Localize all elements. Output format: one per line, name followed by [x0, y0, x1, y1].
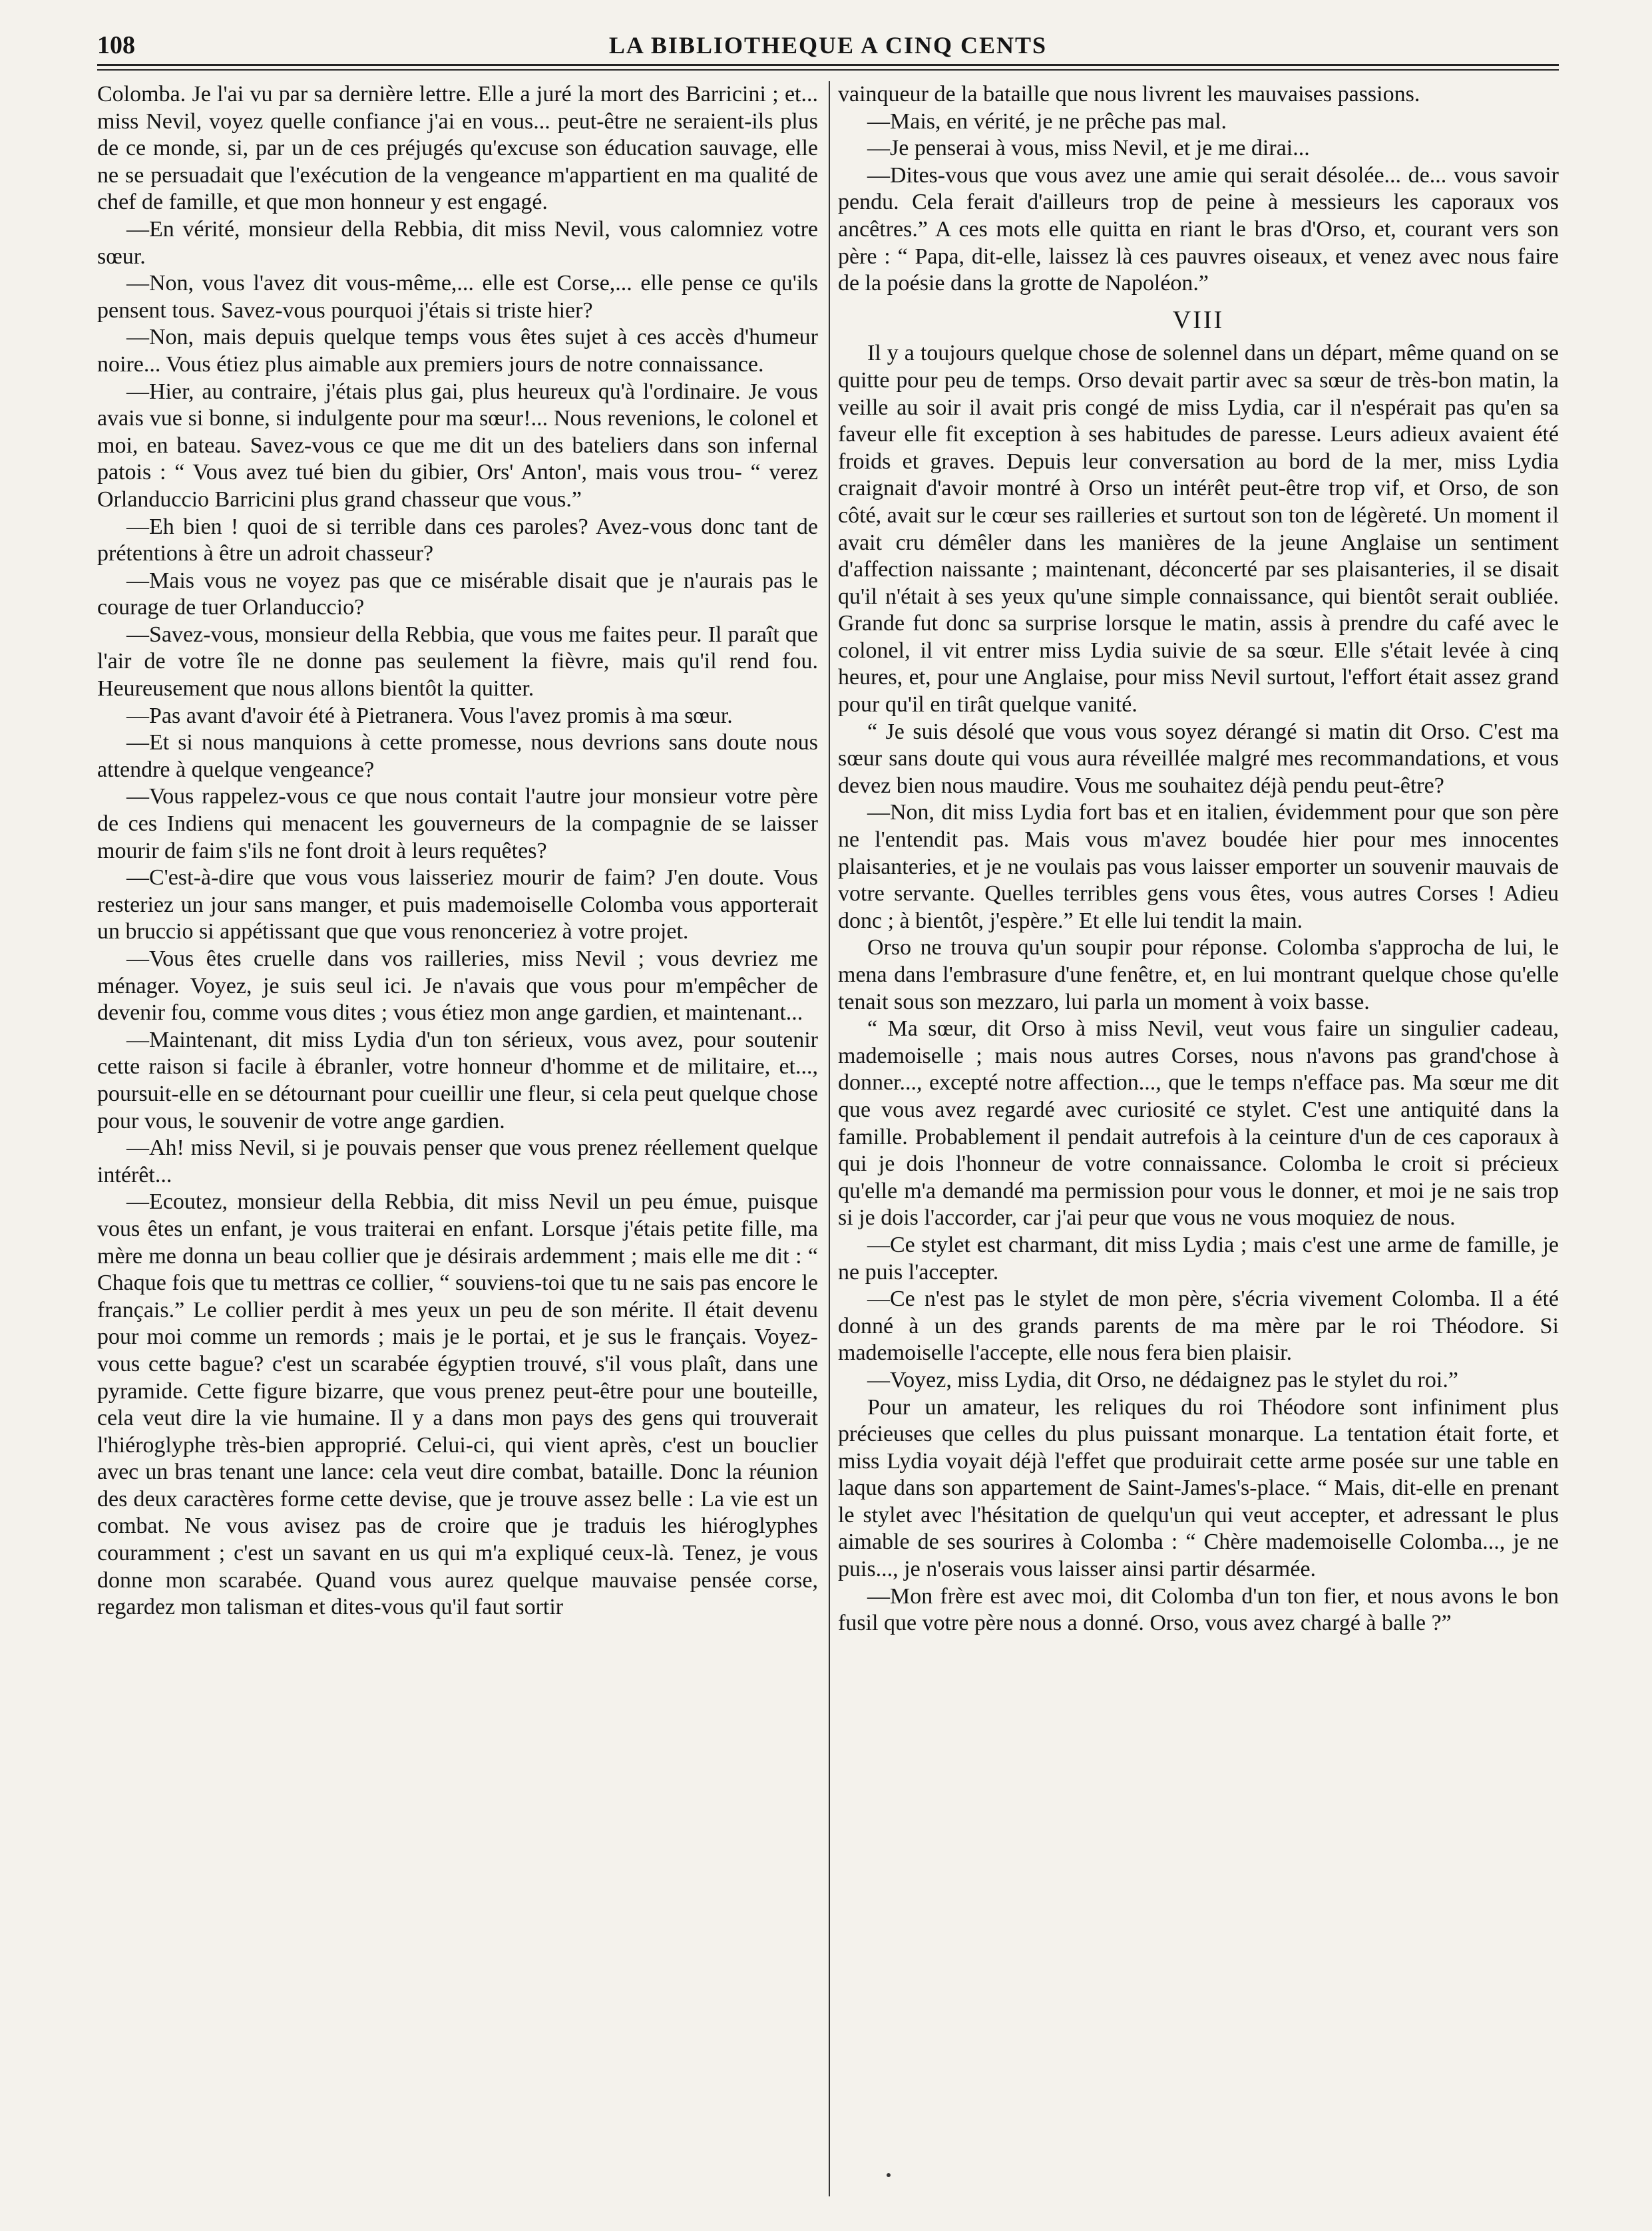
print-speck — [887, 2173, 891, 2177]
running-title: LA BIBLIOTHEQUE A CINQ CENTS — [608, 32, 1048, 59]
paragraph: —Eh bien ! quoi de si terrible dans ces paroles? Avez-vous donc tant de prétentions à être un adroit chasseur? — [97, 514, 818, 566]
paragraph: —Ce n'est pas le stylet de mon père, s'écria vivement Colomba. Il a été donné à un des grands parents de ma mère par le roi Théodore. Si mademoiselle l'accepte, elle nous fera bien plaisir. — [838, 1287, 1559, 1366]
paragraph: —Dites-vous que vous avez une amie qui serait désolée... de... vous savoir pendu. Cela ferait d'ailleurs trop de peine à messieurs les caporaux vos ancêtres.” A ces mots elle quitta en riant le bras d'Orso, et, courant vers son père : “ Papa, dit-elle, laissez là ces pauvres oiseaux, et venez avec nous faire de la poésie dans la grotte de Napoléon.” — [838, 162, 1559, 296]
paragraph: —C'est-à-dire que vous vous laisseriez mourir de faim? J'en doute. Vous resteriez un jour sans manger, et puis mademoiselle Colomba vous apporterait un bruccio si appétissant que que vous renonceriez à votre projet. — [97, 865, 818, 944]
paragraph: —Et si nous manquions à cette promesse, nous devrions sans doute nous attendre à quelque vengeance? — [97, 730, 818, 782]
paragraph: Colomba. Je l'ai vu par sa dernière lettre. Elle a juré la mort des Barricini ; et... miss Nevil, voyez quelle confiance j'ai en vous... peut-être ne seraient-ils plus de ce monde, si, par un de ces préjugés qu'excuse son éducation sauvage, elle ne se persuadait que l'exécution de la vengeance m'appartient en ma qualité de chef de famille, et que mon honneur y est engagé. — [97, 82, 818, 215]
paragraph: —En vérité, monsieur della Rebbia, dit miss Nevil, vous calomniez votre sœur. — [97, 216, 818, 269]
paragraph: —Maintenant, dit miss Lydia d'un ton sérieux, vous avez, pour soutenir cette raison si facile à ébranler, votre honneur d'homme et de militaire, et..., poursuit-elle en se détournant pour cueillir une fleur, si cela peut quelque chose pour vous, le souvenir de votre ange gardien. — [97, 1027, 818, 1133]
paragraph: —Ecoutez, monsieur della Rebbia, dit miss Nevil un peu émue, puisque vous êtes un enfant, je vous traiterai en enfant. Lorsque j'étais petite fille, ma mère me donna un beau collier que je désirais ardemment ; mais elle me dit : “ Chaque fois que tu mettras ce collier, “ souviens-toi que tu ne sais pas encore le français.” Le collier perdit à mes yeux un peu de son mérite. Il était devenu pour moi comme un remords ; mais je le portai, et je sus le français. Voyez-vous cette bague? c'est un scarabée égyptien trouvé, s'il vous plaît, dans une pyramide. Cette figure bizarre, que vous prenez peut-être pour une bouteille, cela veut dire la vie humaine. Il y a dans mon pays des gens qui trouverait l'hiéroglyphe très-bien approprié. Celui-ci, qui vient après, c'est un bouclier avec un bras tenant une lance: cela veut dire combat, bataille. Donc la réunion des deux caractères forme cette devise, que je trouve assez belle : La vie est un combat. Ne vous avisez pas de croire que je traduis les hiéroglyphes couramment ; c'est un savant en us qui m'a expliqué ceux-là. Tenez, je vous donne mon scarabée. Quand vous aurez quelque mauvaise pensée corse, regardez mon talisman et dites-vous qu'il faut sortir — [97, 1189, 818, 1620]
header-rule — [97, 69, 1559, 71]
paragraph: —Ce stylet est charmant, dit miss Lydia ; mais c'est une arme de famille, je ne puis l'accepter. — [838, 1232, 1559, 1285]
paragraph: —Non, vous l'avez dit vous-même,... elle est Corse,... elle pense ce qu'ils pensent tous. Savez-vous pourquoi j'étais si triste hier? — [97, 271, 818, 323]
paragraph: —Savez-vous, monsieur della Rebbia, que vous me faites peur. Il paraît que l'air de votre île ne donne pas seulement la fièvre, mais qu'il rend fou. Heureusement que nous allons bientôt la quitter. — [97, 622, 818, 702]
paragraph: “ Ma sœur, dit Orso à miss Nevil, veut vous faire un singulier cadeau, mademoiselle ; mais nous autres Corses, nous n'avons pas grand'chose à donner..., excepté notre affection..., que le temps n'efface pas. Ma sœur me dit que vous avez regardé avec curiosité ce stylet. C'est une antiquité dans la famille. Probablement il pendait autrefois à la ceinture d'un de ces caporaux à qui je dois l'honneur de votre connaissance. Colomba le croit si précieux qu'elle m'a demandé ma permission pour vous le donner, et moi je ne sais trop si je dois l'accorder, car j'ai peur que vous ne vous moquiez de nous. — [838, 1016, 1559, 1231]
paragraph: —Non, dit miss Lydia fort bas et en italien, évidemment pour que son père ne l'entendit pas. Mais vous m'avez boudée hier pour mes innocentes plaisanteries, et je ne voulais pas vous laisser emporter un souvenir mauvais de votre servante. Quelles terribles gens vous êtes, vous autres Corses ! Adieu donc ; à bientôt, j'espère.” Et elle lui tendit la main. — [838, 800, 1559, 933]
paragraph: “ Je suis désolé que vous vous soyez dérangé si matin dit Orso. C'est ma sœur sans doute qui vous aura réveillée malgré mes recommandations, et vous devez bien nous maudire. Vous me souhaitez déjà pendu peut-être? — [838, 719, 1559, 798]
paragraph: —Je penserai à vous, miss Nevil, et je me dirai... — [867, 136, 1310, 161]
paragraph: Il y a toujours quelque chose de solennel dans un départ, même quand on se quitte pour peu de temps. Orso devait partir avec sa sœur de très-bon matin, la veille au soir il avait pris congé de miss Lydia, car il n'espérait pas qu'en sa faveur elle fit exception à ses habitudes de paresse. Leurs adieux avaient été froids et graves. Depuis leur conversation au bord de la mer, miss Lydia craignait d'avoir montré à Orso un intérêt peut-être trop vif, et Orso, de son côté, avait sur le cœur ses railleries et surtout son ton de légèreté. Un moment il avait cru démêler dans les manières de la jeune Anglaise un sentiment d'affection naissante ; maintenant, déconcerté par ses plaisanteries, il se disait qu'il n'était à ses yeux qu'une simple connaissance, qui bientôt serait oubliée. Grande fut donc sa surprise lorsque le matin, assis à prendre du café avec le colonel, il vit entrer miss Lydia suivie de sa sœur. Elle s'était levée à cinq heures, et, pour une Anglaise, pour miss Nevil surtout, l'effort était assez grand pour qu'il en tirât quelque vanité. — [838, 341, 1559, 717]
chapter-heading: VIII — [1172, 305, 1225, 334]
paragraph: —Voyez, miss Lydia, dit Orso, ne dédaignez pas le stylet du roi.” — [867, 1367, 1458, 1392]
paragraph: vainqueur de la bataille que nous livrent les mauvaises passions. — [838, 82, 1420, 106]
left-column — [97, 81, 826, 2196]
paragraph: Orso ne trouva qu'un soupir pour réponse. Colomba s'approcha de lui, le mena dans l'embrasure d'une fenêtre, et, en lui montrant quelque chose qu'elle tenait sous son mezzaro, lui parla un moment à voix basse. — [838, 935, 1559, 1014]
paragraph: —Pas avant d'avoir été à Pietranera. Vous l'avez promis à ma sœur. — [126, 703, 733, 728]
page-header — [97, 27, 1559, 71]
paragraph: —Mon frère est avec moi, dit Colomba d'un ton fier, et nous avons le bon fusil que votre père nous a donné. Orso, vous avez chargé à balle ?” — [838, 1583, 1559, 1636]
right-column — [835, 81, 1559, 2196]
paragraph: —Mais vous ne voyez pas que ce misérable disait que je n'aurais pas le courage de tuer Orlanduccio? — [97, 568, 818, 620]
book-page — [97, 27, 1559, 2196]
column-divider — [829, 81, 830, 2196]
paragraph: —Vous rappelez-vous ce que nous contait l'autre jour monsieur votre père de ces Indiens qui menacent les gouverneurs de la compagnie de se laisser mourir de faim s'ils ne font droit à leurs requêtes? — [97, 784, 818, 863]
paragraph: —Vous êtes cruelle dans vos railleries, miss Nevil ; vous devriez me ménager. Voyez, je suis seul ici. Je n'avais que vous pour m'empêcher de devenir fou, comme vous dites ; vous étiez mon ange gardien, et maintenant... — [97, 946, 818, 1026]
text-columns — [97, 81, 1559, 2196]
paragraph: —Hier, au contraire, j'étais plus gai, plus heureux qu'à l'ordinaire. Je vous avais vue si bonne, si indulgente pour ma sœur!... Nous revenions, le colonel et moi, en bateau. Savez-vous ce que me dit un des bateliers dans son infernal patois : “ Vous avez tué bien du gibier, Ors' Anton', mais vous trou- “ verez Orlanduccio Barricini plus grand chasseur que vous.” — [97, 379, 818, 512]
paragraph: Pour un amateur, les reliques du roi Théodore sont infiniment plus précieuses que celles du plus puissant monarque. La tentation était forte, et miss Lydia voyait déjà l'effet que produirait cette arme posée sur une table en laque dans son appartement de Saint-James's-place. “ Mais, dit-elle en prenant le stylet avec l'hésitation de quelqu'un qui veut accepter, et adressant le plus aimable de ses sourires à Colomba : “ Chère mademoiselle Colomba..., je ne puis..., je n'oserais vous laisser ainsi partir désarmée. — [838, 1394, 1559, 1582]
paragraph: —Mais, en vérité, je ne prêche pas mal. — [867, 108, 1227, 134]
paragraph: —Ah! miss Nevil, si je pouvais penser que vous prenez réellement quelque intérêt... — [97, 1135, 818, 1187]
page-number: 108 — [97, 31, 135, 59]
paragraph: —Non, mais depuis quelque temps vous êtes sujet à ces accès d'humeur noire... Vous étiez plus aimable aux premiers jours de notre connaissance. — [97, 325, 818, 377]
